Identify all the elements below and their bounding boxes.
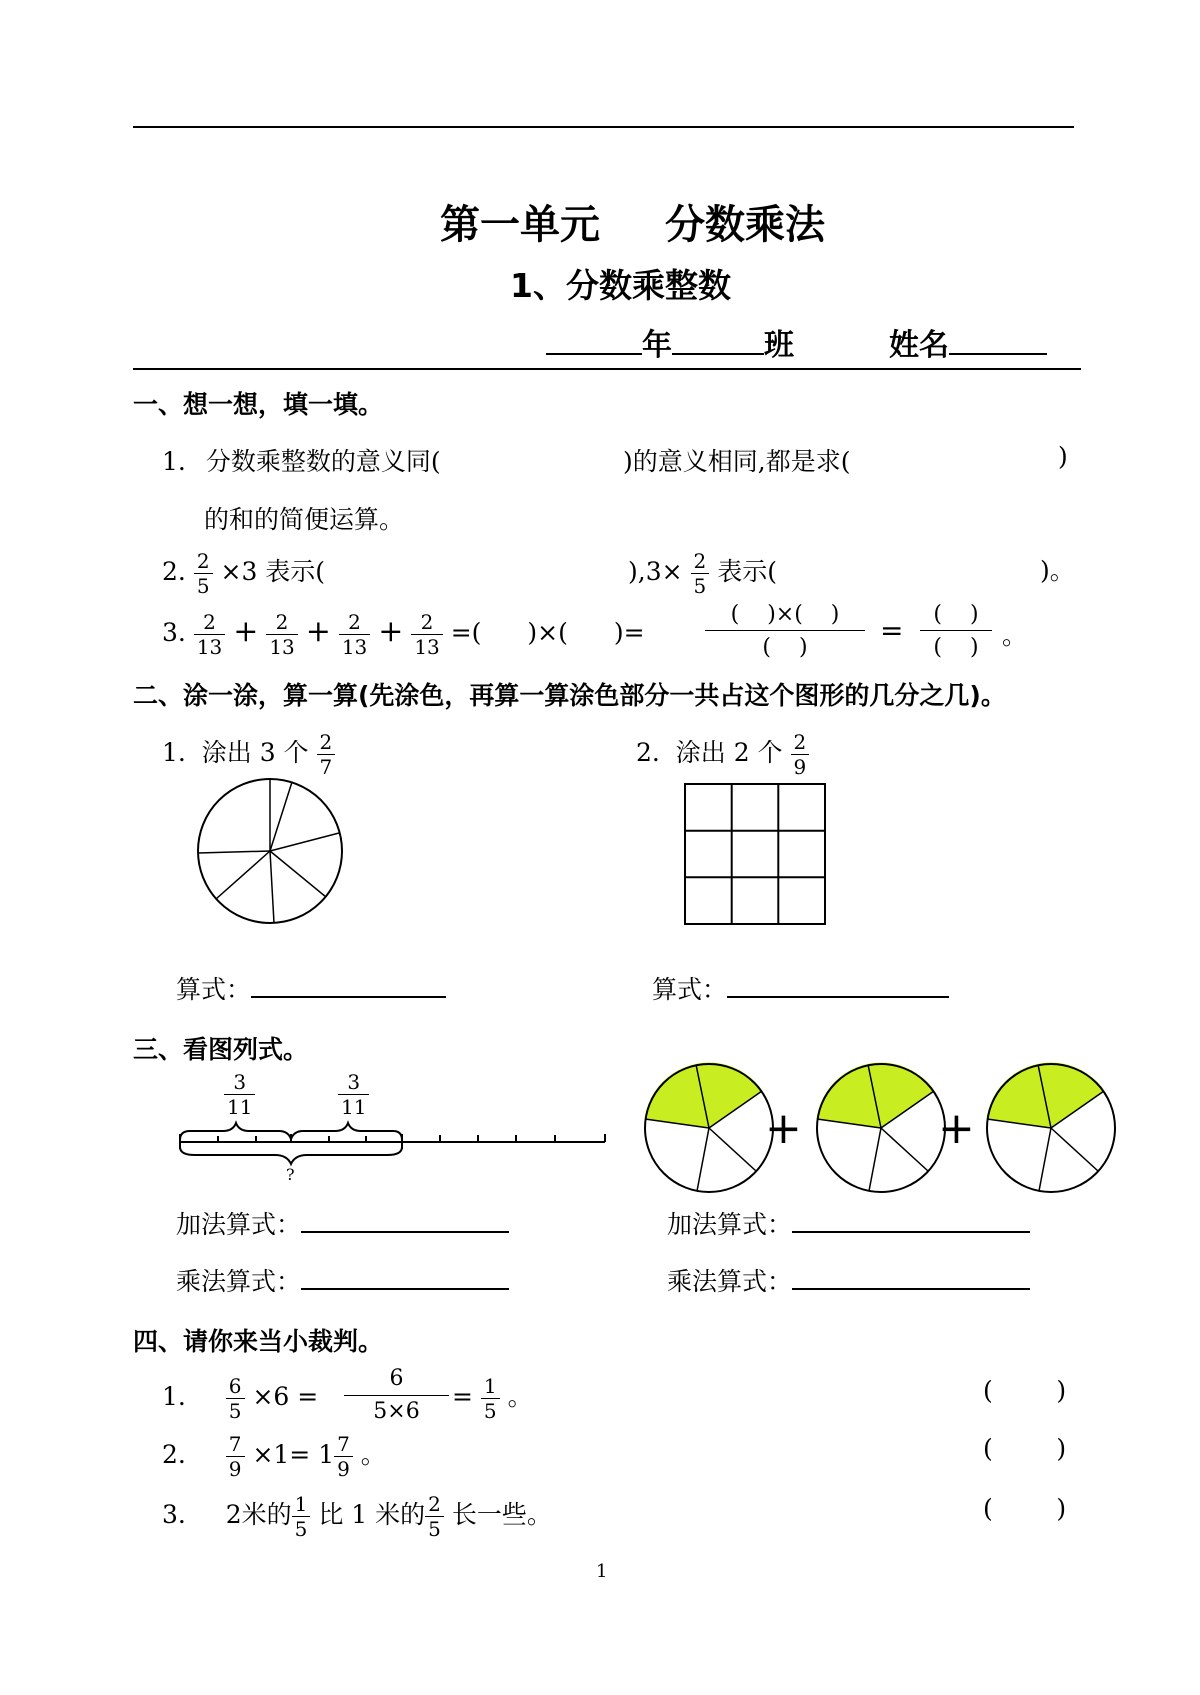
s3-mul-right: [667, 1262, 1030, 1298]
pie-chart-2[interactable]: [815, 1062, 947, 1194]
segment-fraction-2: [338, 1072, 369, 1117]
s3-mul-left: [176, 1262, 509, 1298]
s2-q1: [162, 732, 335, 777]
section3-heading: 三、看图列式。: [133, 1035, 309, 1064]
s1-q3-eq2: =: [880, 614, 904, 647]
fraction: $\frac{3}{11}$: [338, 1072, 369, 1117]
nine-square-grid[interactable]: [684, 783, 826, 925]
add-blank[interactable]: [301, 1209, 509, 1233]
formula-blank[interactable]: [251, 974, 446, 998]
smallfrac-num: ( ): [920, 604, 992, 631]
fraction: $\frac{7}{9}$: [226, 1434, 245, 1479]
s1-q2-c: )。: [1040, 556, 1075, 585]
q-num: 2.: [162, 1440, 186, 1469]
q2-text3: 表示(: [717, 557, 777, 586]
name-label: 姓名: [889, 328, 949, 363]
fraction: $\frac{2}{5}$: [691, 551, 710, 596]
add-blank[interactable]: [792, 1209, 1030, 1233]
s3-add-right: [667, 1205, 1030, 1241]
q2-mid: ×1= 1: [252, 1440, 335, 1469]
s4-q3: [162, 1494, 552, 1539]
bigfrac-num: 6: [344, 1368, 449, 1396]
top-rule: [133, 126, 1074, 128]
mul-label: 乘法算式：: [176, 1267, 302, 1296]
s2-q2: [636, 732, 809, 777]
bigfrac-den: ( ): [762, 635, 808, 660]
mul-blank[interactable]: [792, 1266, 1030, 1290]
s4-q1-bigfrac: [344, 1368, 449, 1423]
unknown-mark: ?: [286, 1165, 295, 1184]
q1-text1: 分数乘整数的意义同(: [205, 447, 441, 476]
s1-q1: [162, 442, 441, 478]
name-blank[interactable]: [949, 331, 1047, 355]
s1-q1-b: )的意义相同,都是求(: [623, 447, 851, 476]
pie-chart-3[interactable]: [985, 1062, 1117, 1194]
page-subtitle: 1、分数乘整数: [510, 266, 731, 305]
q-num: 1.: [162, 447, 186, 476]
judge-box-1[interactable]: ( ): [983, 1376, 1067, 1405]
s1-q2: [162, 551, 325, 596]
fraction: $\frac{2}{5}$: [194, 551, 213, 596]
bigfrac-num: ( )×( ): [705, 604, 865, 631]
s4-q1: [162, 1376, 318, 1421]
fraction: $\frac{1}{5}$: [292, 1494, 311, 1539]
fraction: $\frac{2}{13}$: [411, 612, 442, 657]
fraction: $\frac{2}{9}$: [791, 732, 810, 777]
s2-formula-left: [176, 970, 446, 1006]
pie-chart-1[interactable]: [643, 1062, 775, 1194]
s1-q3: [162, 612, 645, 657]
grade-blank[interactable]: [546, 331, 642, 355]
q3-text-c: 长一些。: [451, 1500, 552, 1529]
section1-heading: 一、想一想，填一填。: [133, 390, 384, 419]
fraction: $\frac{2}{13}$: [266, 612, 297, 657]
q-num: 2.: [162, 557, 186, 586]
formula-blank[interactable]: [727, 974, 949, 998]
s1-q3-bigfrac: [705, 604, 865, 659]
plus-sign: +: [378, 614, 404, 649]
s4-q1-rest: [452, 1376, 533, 1421]
q3-close: )=: [613, 618, 645, 647]
student-info: [546, 320, 1047, 364]
s1-q3-dot: 。: [1002, 621, 1028, 650]
title-topic: 分数乘法: [665, 202, 825, 248]
class-blank[interactable]: [672, 331, 764, 355]
bigfrac-den: 5×6: [373, 1399, 420, 1424]
q1-eq: =: [452, 1382, 473, 1411]
s1-q1-c: ): [1058, 442, 1068, 471]
fraction: $\frac{1}{5}$: [481, 1376, 500, 1421]
grade-label: 年: [642, 328, 672, 363]
fraction: $\frac{2}{7}$: [317, 732, 336, 777]
fraction: $\frac{3}{11}$: [224, 1072, 255, 1117]
q2-text1: ×3 表示(: [220, 557, 326, 586]
formula-label: 算式：: [652, 975, 728, 1004]
s2-formula-right: [652, 970, 949, 1006]
smallfrac-den: ( ): [933, 635, 979, 660]
s1-q2-b: [628, 551, 777, 596]
s2-q2-label: 2. 涂出 2 个: [636, 738, 783, 767]
formula-label: 算式：: [176, 975, 252, 1004]
q2-text2: ),3×: [628, 557, 683, 586]
q1-end: 。: [507, 1382, 533, 1411]
fraction: $\frac{2}{13}$: [339, 612, 370, 657]
s4-q2: [162, 1434, 386, 1479]
q3-eq: =(: [450, 618, 482, 647]
judge-box-2[interactable]: ( ): [983, 1434, 1067, 1463]
fraction: $\frac{2}{13}$: [194, 612, 225, 657]
plus-sign: +: [938, 1103, 975, 1154]
mul-blank[interactable]: [301, 1266, 509, 1290]
q2-end: 。: [360, 1440, 386, 1469]
mul-label: 乘法算式：: [667, 1267, 793, 1296]
plus-sign: +: [233, 614, 259, 649]
q3-text-a: 2米的: [225, 1500, 292, 1529]
seven-part-circle[interactable]: [196, 777, 344, 925]
title-unit: 第一单元: [440, 202, 600, 248]
segment-line-diagram: [175, 1120, 610, 1180]
fraction: $\frac{7}{9}$: [334, 1434, 353, 1479]
segment-fraction-1: [224, 1072, 255, 1117]
header-rule: [133, 368, 1081, 370]
q-num: 3.: [162, 1500, 186, 1529]
section4-heading: 四、请你来当小裁判。: [133, 1327, 384, 1356]
judge-box-3[interactable]: ( ): [983, 1494, 1067, 1523]
s1-q1-line2: 的和的简便运算。: [204, 505, 405, 534]
q-num: 1.: [162, 1382, 186, 1411]
page-number: 1: [596, 1561, 608, 1582]
s1-q3-smallfrac: [920, 604, 992, 659]
add-label: 加法算式：: [667, 1210, 793, 1239]
s3-add-left: [176, 1205, 509, 1241]
class-label: 班: [764, 328, 794, 363]
q3-text-b: 比 1 米的: [318, 1500, 426, 1529]
plus-sign: +: [305, 614, 331, 649]
fraction: $\frac{2}{5}$: [425, 1494, 444, 1539]
q-num: 3.: [162, 618, 186, 647]
add-label: 加法算式：: [176, 1210, 302, 1239]
q3-times: )×(: [527, 618, 568, 647]
s2-q1-label: 1. 涂出 3 个: [162, 738, 309, 767]
plus-sign: +: [765, 1103, 802, 1154]
q1-mid: ×6 =: [252, 1382, 319, 1411]
fraction: $\frac{6}{5}$: [226, 1376, 245, 1421]
page-title: [440, 193, 825, 250]
section2-heading: 二、涂一涂，算一算(先涂色，再算一算涂色部分一共占这个图形的几分之几)。: [133, 681, 1006, 710]
